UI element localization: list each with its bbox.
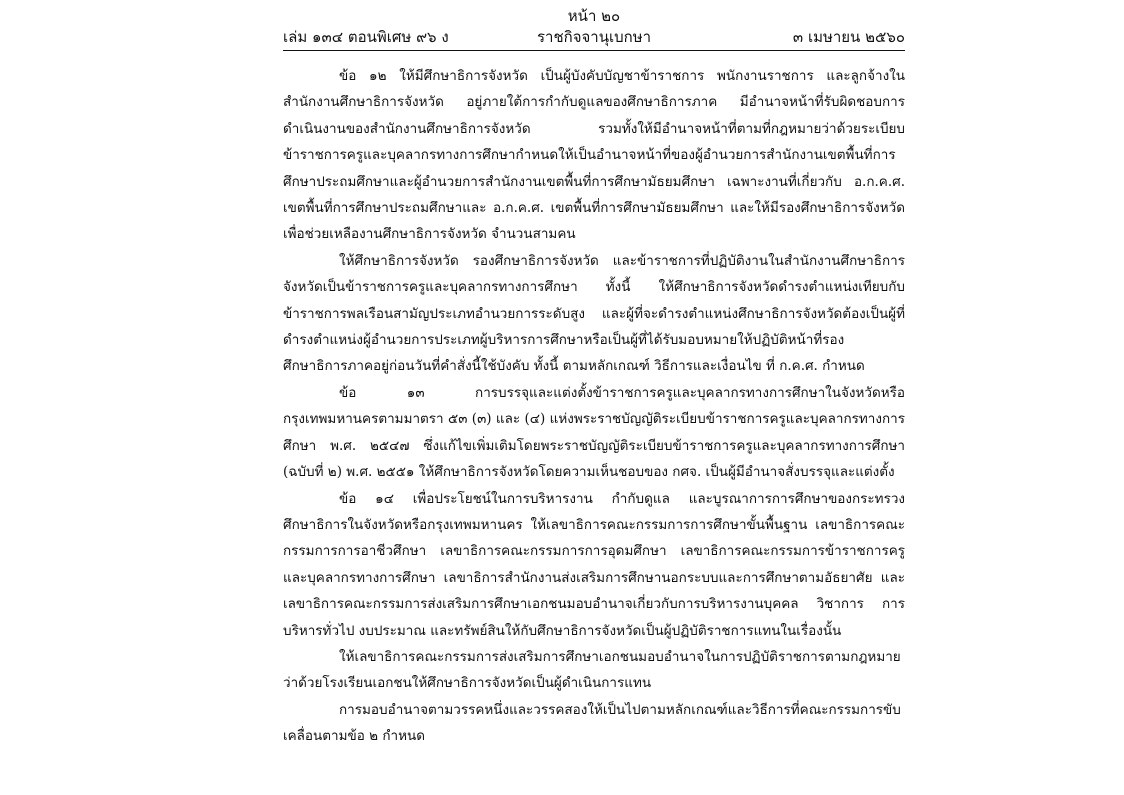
page-number: หน้า ๒๐ <box>567 7 621 25</box>
gazette-header <box>283 26 905 48</box>
volume-info: เล่ม ๑๓๔ ตอนพิเศษ ๙๖ ง <box>283 28 449 46</box>
paragraph-article-12: ข้อ ๑๒ ให้มีศึกษาธิการจังหวัด เป็นผู้บังคับบัญชาข้าราชการ พนักงานราชการ และลูกจ้างในสำนักงานศึกษาธิการจังหวัด อยู่ภายใต้การกำกับดูแลของศึกษาธิการภาค มีอำนาจหน้าที่รับผิดชอบการดำเนินงานของสำนักงานศึกษาธิการจังหวัด รวมทั้งให้มีอำนาจหน้าที่ตามที่กฎหมายว่าด้วยระเบียบข้าราชการครูและบุคลากรทางการศึกษากำหนดให้เป็นอำนาจหน้าที่ของผู้อำนวยการสำนักงานเขตพื้นที่การศึกษาประถมศึกษาและผู้อำนวยการสำนักงานเขตพื้นที่การศึกษามัธยมศึกษา เฉพาะงานที่เกี่ยวกับ อ.ก.ค.ศ. เขตพื้นที่การศึกษาประถมศึกษาและ อ.ก.ค.ศ. เขตพื้นที่การศึกษามัธยมศึกษา และให้มีรองศึกษาธิการจังหวัด เพื่อช่วยเหลืองานศึกษาธิการจังหวัด จำนวนสามคน <box>283 68 905 243</box>
paragraph-article-12-continued: ให้ศึกษาธิการจังหวัด รองศึกษาธิการจังหวัด และข้าราชการที่ปฏิบัติงานในสำนักงานศึกษาธิการจังหวัดเป็นข้าราชการครูและบุคลากรทางการศึกษา ทั้งนี้ ให้ศึกษาธิการจังหวัดดำรงตำแหน่งเทียบกับข้าราชการพลเรือนสามัญประเภทอำนวยการระดับสูง และผู้ที่จะดำรงตำแหน่งศึกษาธิการจังหวัดต้องเป็นผู้ที่ดำรงตำแหน่งผู้อำนวยการประเภทผู้บริหารการศึกษาหรือเป็นผู้ที่ได้รับมอบหมายให้ปฏิบัติหน้าที่รองศึกษาธิการภาคอยู่ก่อนวันที่คำสั่งนี้ใช้บังคับ ทั้งนี้ ตามหลักเกณฑ์ วิธีการและเงื่อนไข ที่ ก.ค.ศ. กำหนด <box>283 252 905 375</box>
paragraph-article-14: ข้อ ๑๔ เพื่อประโยชน์ในการบริหารงาน กำกับดูแล และบูรณาการการศึกษาของกระทรวงศึกษาธิการในจังหวัดหรือกรุงเทพมหานคร ให้เลขาธิการคณะกรรมการการศึกษาขั้นพื้นฐาน เลขาธิการคณะกรรมการการอาชีวศึกษา เลขาธิการคณะกรรมการการอุดมศึกษา เลขาธิการคณะกรรมการข้าราชการครูและบุคลากรทางการศึกษา เลขาธิการสำนักงานส่งเสริมการศึกษานอกระบบและการศึกษาตามอัธยาศัย และเลขาธิการคณะกรรมการส่งเสริมการศึกษาเอกชนมอบอำนาจเกี่ยวกับการบริหารงานบุคคล วิชาการ การบริหารทั่วไป งบประมาณ และทรัพย์สินให้กับศึกษาธิการจังหวัดเป็นผู้ปฏิบัติราชการแทนในเรื่องนั้น <box>283 490 905 639</box>
paragraph-article-14-third: การมอบอำนาจตามวรรคหนึ่งและวรรคสองให้เป็นไปตามหลักเกณฑ์และวิธีการที่คณะกรรมการขับเคลื่อนตามข้อ ๒ กำหนด <box>283 701 901 745</box>
paragraph-article-13: ข้อ ๑๓ การบรรจุและแต่งตั้งข้าราชการครูและบุคลากรทางการศึกษาในจังหวัดหรือกรุงเทพมหานครตามมาตรา ๕๓ (๓) และ (๔) แห่งพระราชบัญญัติระเบียบข้าราชการครูและบุคลากรทางการศึกษา พ.ศ. ๒๕๔๗ ซึ่งแก้ไขเพิ่มเติมโดยพระราชบัญญัติระเบียบข้าราชการครูและบุคลากรทางการศึกษา (ฉบับที่ ๒) พ.ศ. ๒๕๕๑ ให้ศึกษาธิการจังหวัดโดยความเห็นชอบของ กศจ. เป็นผู้มีอำนาจสั่งบรรจุและแต่งตั้ง <box>283 384 905 481</box>
publication-title: ราชกิจจานุเบกษา <box>536 28 652 46</box>
paragraph-article-14-second: ให้เลขาธิการคณะกรรมการส่งเสริมการศึกษาเอกชนมอบอำนาจในการปฏิบัติราชการตามกฎหมายว่าด้วยโรงเรียนเอกชนให้ศึกษาธิการจังหวัดเป็นผู้ดำเนินการแทน <box>283 648 901 692</box>
document-page <box>283 6 905 750</box>
publication-date: ๓ เมษายน ๒๕๖๐ <box>792 28 905 46</box>
document-body <box>283 63 905 750</box>
header-divider <box>283 50 905 51</box>
